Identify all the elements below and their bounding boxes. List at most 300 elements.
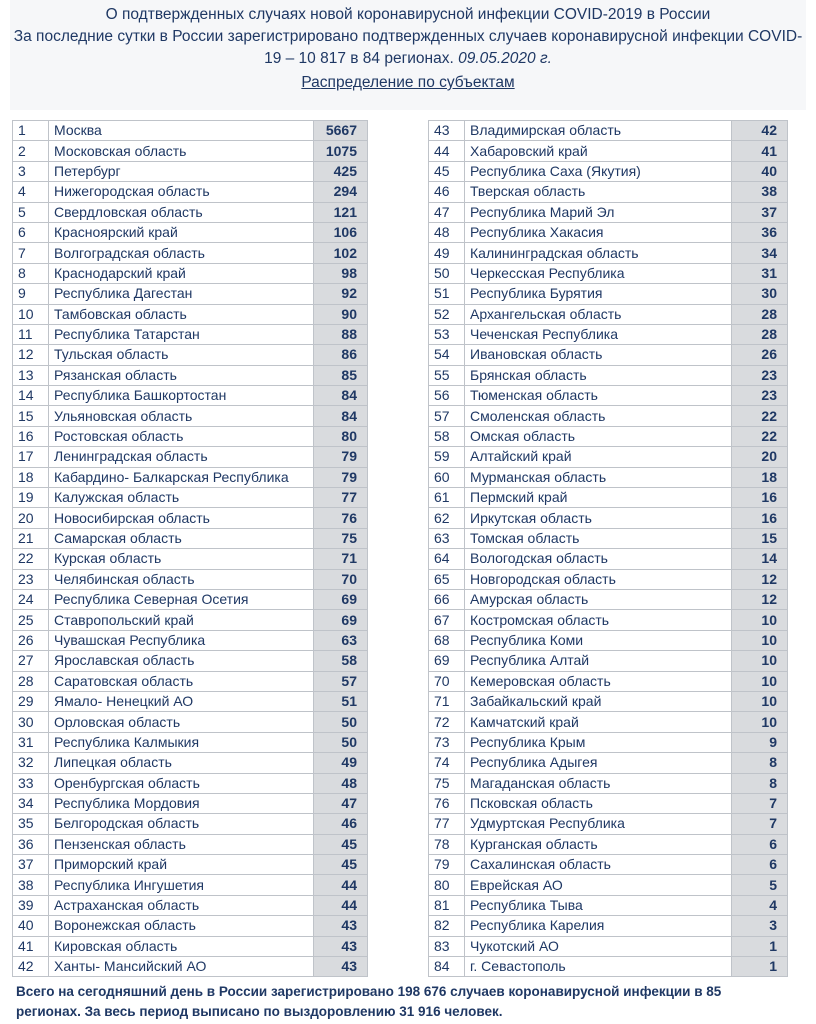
case-count: 30 — [732, 284, 788, 304]
region-name: Еврейская АО — [465, 875, 732, 895]
case-count: 76 — [314, 508, 368, 528]
case-count: 41 — [732, 141, 788, 161]
regions-table-right — [428, 120, 788, 977]
table-row — [429, 569, 788, 589]
table-row — [429, 508, 788, 528]
table-row — [429, 549, 788, 569]
table-row — [13, 630, 368, 650]
row-number: 2 — [13, 141, 49, 161]
table-row — [13, 855, 368, 875]
case-count: 294 — [314, 182, 368, 202]
row-number: 58 — [429, 426, 465, 446]
case-count: 15 — [732, 528, 788, 548]
table-row — [13, 610, 368, 630]
case-count: 80 — [314, 426, 368, 446]
region-name: Республика Крым — [465, 732, 732, 752]
row-number: 82 — [429, 916, 465, 936]
case-count: 10 — [732, 630, 788, 650]
table-row — [429, 324, 788, 344]
table-row — [429, 855, 788, 875]
region-name: Чувашская Республика — [49, 630, 314, 650]
row-number: 47 — [429, 202, 465, 222]
region-name: Республика Мордовия — [49, 793, 314, 813]
table-row — [429, 895, 788, 915]
table-row — [13, 222, 368, 242]
region-name: Хабаровский край — [465, 141, 732, 161]
row-number: 56 — [429, 386, 465, 406]
table-row — [13, 426, 368, 446]
table-row — [429, 121, 788, 141]
region-name: Удмуртская Республика — [465, 814, 732, 834]
table-row — [429, 284, 788, 304]
row-number: 15 — [13, 406, 49, 426]
row-number: 10 — [13, 304, 49, 324]
table-row — [429, 488, 788, 508]
case-count: 43 — [314, 916, 368, 936]
case-count: 45 — [314, 834, 368, 854]
row-number: 4 — [13, 182, 49, 202]
case-count: 43 — [314, 936, 368, 956]
region-name: Ямало- Ненецкий АО — [49, 691, 314, 711]
table-row — [429, 426, 788, 446]
case-count: 4 — [732, 895, 788, 915]
region-name: Забайкальский край — [465, 691, 732, 711]
table-row — [13, 304, 368, 324]
row-number: 80 — [429, 875, 465, 895]
row-number: 61 — [429, 488, 465, 508]
case-count: 49 — [314, 753, 368, 773]
case-count: 44 — [314, 895, 368, 915]
case-count: 23 — [732, 365, 788, 385]
row-number: 64 — [429, 549, 465, 569]
case-count: 10 — [732, 610, 788, 630]
row-number: 60 — [429, 467, 465, 487]
table-row — [13, 284, 368, 304]
table-row — [429, 304, 788, 324]
case-count: 63 — [314, 630, 368, 650]
row-number: 7 — [13, 243, 49, 263]
region-name: Костромская область — [465, 610, 732, 630]
table-row — [429, 589, 788, 609]
case-count: 69 — [314, 610, 368, 630]
region-name: Ленинградская область — [49, 447, 314, 467]
row-number: 76 — [429, 793, 465, 813]
table-row — [429, 957, 788, 977]
table-row — [429, 243, 788, 263]
table-row — [429, 345, 788, 365]
region-name: Калининградская область — [465, 243, 732, 263]
case-count: 98 — [314, 263, 368, 283]
row-number: 54 — [429, 345, 465, 365]
regions-table-left — [12, 120, 368, 977]
table-row — [13, 814, 368, 834]
summary-text: Всего на сегодняшний день в России зарегистрировано 198 676 случаев коронавирусной инфекции в 85 регионах. За весь период выписано по выздоровлению 31 916 человек. — [16, 984, 722, 1019]
region-name: Астраханская область — [49, 895, 314, 915]
table-row — [429, 610, 788, 630]
case-count: 42 — [732, 121, 788, 141]
row-number: 42 — [13, 957, 49, 977]
row-number: 37 — [13, 855, 49, 875]
row-number: 45 — [429, 161, 465, 181]
table-row — [13, 508, 368, 528]
case-count: 7 — [732, 814, 788, 834]
region-name: Республика Карелия — [465, 916, 732, 936]
table-row — [429, 916, 788, 936]
case-count: 22 — [732, 406, 788, 426]
region-name: Тверская область — [465, 182, 732, 202]
case-count: 10 — [732, 671, 788, 691]
row-number: 33 — [13, 773, 49, 793]
table-row — [13, 345, 368, 365]
case-count: 43 — [314, 957, 368, 977]
case-count: 28 — [732, 324, 788, 344]
row-number: 83 — [429, 936, 465, 956]
row-number: 9 — [13, 284, 49, 304]
table-row — [429, 793, 788, 813]
row-number: 18 — [13, 467, 49, 487]
row-number: 25 — [13, 610, 49, 630]
region-name: Республика Марий Эл — [465, 202, 732, 222]
table-row — [13, 202, 368, 222]
case-count: 12 — [732, 589, 788, 609]
table-row — [429, 365, 788, 385]
region-name: Республика Адыгея — [465, 753, 732, 773]
case-count: 10 — [732, 691, 788, 711]
row-number: 46 — [429, 182, 465, 202]
region-name: Тюменская область — [465, 386, 732, 406]
region-name: Московская область — [49, 141, 314, 161]
regions-tables — [12, 120, 788, 980]
table-row — [13, 324, 368, 344]
case-count: 16 — [732, 488, 788, 508]
row-number: 62 — [429, 508, 465, 528]
case-count: 8 — [732, 773, 788, 793]
case-count: 1 — [732, 936, 788, 956]
table-row — [13, 488, 368, 508]
table-row — [13, 182, 368, 202]
table-row — [429, 263, 788, 283]
case-count: 84 — [314, 386, 368, 406]
case-count: 5667 — [314, 121, 368, 141]
region-name: Красноярский край — [49, 222, 314, 242]
case-count: 88 — [314, 324, 368, 344]
table-row — [13, 895, 368, 915]
case-count: 1075 — [314, 141, 368, 161]
case-count: 26 — [732, 345, 788, 365]
row-number: 74 — [429, 753, 465, 773]
table-row — [429, 528, 788, 548]
row-number: 35 — [13, 814, 49, 834]
case-count: 77 — [314, 488, 368, 508]
region-name: Чукотский АО — [465, 936, 732, 956]
region-name: Свердловская область — [49, 202, 314, 222]
case-count: 40 — [732, 161, 788, 181]
case-count: 79 — [314, 467, 368, 487]
table-row — [429, 406, 788, 426]
region-name: Камчатский край — [465, 712, 732, 732]
region-name: Сахалинская область — [465, 855, 732, 875]
case-count: 84 — [314, 406, 368, 426]
row-number: 39 — [13, 895, 49, 915]
table-row — [13, 651, 368, 671]
table-row — [429, 875, 788, 895]
table-row — [429, 182, 788, 202]
case-count: 90 — [314, 304, 368, 324]
row-number: 36 — [13, 834, 49, 854]
case-count: 69 — [314, 589, 368, 609]
case-count: 16 — [732, 508, 788, 528]
region-name: Пермский край — [465, 488, 732, 508]
case-count: 5 — [732, 875, 788, 895]
page-subtitle — [10, 26, 806, 70]
case-count: 10 — [732, 651, 788, 671]
case-count: 20 — [732, 447, 788, 467]
table-row — [13, 386, 368, 406]
row-number: 24 — [13, 589, 49, 609]
case-count: 44 — [314, 875, 368, 895]
region-name: Мурманская область — [465, 467, 732, 487]
table-row — [13, 243, 368, 263]
table-row — [13, 936, 368, 956]
case-count: 70 — [314, 569, 368, 589]
region-name: Амурская область — [465, 589, 732, 609]
row-number: 65 — [429, 569, 465, 589]
region-name: Челябинская область — [49, 569, 314, 589]
region-name: Рязанская область — [49, 365, 314, 385]
case-count: 12 — [732, 569, 788, 589]
case-count: 22 — [732, 426, 788, 446]
region-name: Республика Хакасия — [465, 222, 732, 242]
region-name: Москва — [49, 121, 314, 141]
header — [10, 0, 806, 110]
table-row — [429, 732, 788, 752]
row-number: 6 — [13, 222, 49, 242]
region-name: Воронежская область — [49, 916, 314, 936]
row-number: 63 — [429, 528, 465, 548]
row-number: 20 — [13, 508, 49, 528]
region-name: Пензенская область — [49, 834, 314, 854]
row-number: 67 — [429, 610, 465, 630]
case-count: 58 — [314, 651, 368, 671]
row-number: 31 — [13, 732, 49, 752]
table-row — [429, 141, 788, 161]
table-row — [13, 263, 368, 283]
case-count: 36 — [732, 222, 788, 242]
region-name: Кировская область — [49, 936, 314, 956]
case-count: 23 — [732, 386, 788, 406]
row-number: 70 — [429, 671, 465, 691]
region-name: Вологодская область — [465, 549, 732, 569]
case-count: 50 — [314, 712, 368, 732]
region-name: Республика Алтай — [465, 651, 732, 671]
row-number: 84 — [429, 957, 465, 977]
table-row — [13, 467, 368, 487]
table-row — [429, 161, 788, 181]
region-name: Чеченская Республика — [465, 324, 732, 344]
case-count: 121 — [314, 202, 368, 222]
case-count: 425 — [314, 161, 368, 181]
case-count: 71 — [314, 549, 368, 569]
region-name: Республика Татарстан — [49, 324, 314, 344]
region-name: г. Севастополь — [465, 957, 732, 977]
region-name: Республика Коми — [465, 630, 732, 650]
table-row — [13, 528, 368, 548]
table-row — [13, 957, 368, 977]
case-count: 47 — [314, 793, 368, 813]
case-count: 28 — [732, 304, 788, 324]
table-row — [429, 814, 788, 834]
row-number: 51 — [429, 284, 465, 304]
row-number: 19 — [13, 488, 49, 508]
table-row — [13, 365, 368, 385]
row-number: 23 — [13, 569, 49, 589]
region-name: Ханты- Мансийский АО — [49, 957, 314, 977]
region-name: Черкесская Республика — [465, 263, 732, 283]
row-number: 57 — [429, 406, 465, 426]
region-name: Оренбургская область — [49, 773, 314, 793]
table-row — [13, 732, 368, 752]
region-name: Магаданская область — [465, 773, 732, 793]
table-row — [13, 916, 368, 936]
table-row — [429, 671, 788, 691]
region-name: Приморский край — [49, 855, 314, 875]
table-row — [429, 712, 788, 732]
row-number: 81 — [429, 895, 465, 915]
table-row — [13, 569, 368, 589]
table-row — [429, 834, 788, 854]
region-name: Липецкая область — [49, 753, 314, 773]
region-name: Томская область — [465, 528, 732, 548]
row-number: 40 — [13, 916, 49, 936]
row-number: 43 — [429, 121, 465, 141]
table-row — [13, 549, 368, 569]
table-row — [429, 222, 788, 242]
row-number: 38 — [13, 875, 49, 895]
region-name: Тульская область — [49, 345, 314, 365]
case-count: 79 — [314, 447, 368, 467]
region-name: Саратовская область — [49, 671, 314, 691]
case-count: 45 — [314, 855, 368, 875]
row-number: 3 — [13, 161, 49, 181]
row-number: 21 — [13, 528, 49, 548]
region-name: Республика Тыва — [465, 895, 732, 915]
case-count: 1 — [732, 957, 788, 977]
table-row — [13, 671, 368, 691]
case-count: 46 — [314, 814, 368, 834]
region-name: Смоленская область — [465, 406, 732, 426]
table-row — [429, 467, 788, 487]
report-date: 09.05.2020 г. — [458, 50, 552, 67]
region-name: Новосибирская область — [49, 508, 314, 528]
region-name: Курганская область — [465, 834, 732, 854]
region-name: Владимирская область — [465, 121, 732, 141]
table-row — [13, 121, 368, 141]
region-name: Кабардино- Балкарская Республика — [49, 467, 314, 487]
table-row — [13, 773, 368, 793]
row-number: 78 — [429, 834, 465, 854]
region-name: Республика Северная Осетия — [49, 589, 314, 609]
case-count: 92 — [314, 284, 368, 304]
case-count: 75 — [314, 528, 368, 548]
row-number: 52 — [429, 304, 465, 324]
table-row — [13, 161, 368, 181]
table-row — [429, 691, 788, 711]
table-row — [13, 712, 368, 732]
table-row — [429, 753, 788, 773]
region-name: Алтайский край — [465, 447, 732, 467]
case-count: 102 — [314, 243, 368, 263]
region-name: Самарская область — [49, 528, 314, 548]
region-name: Новгородская область — [465, 569, 732, 589]
row-number: 41 — [13, 936, 49, 956]
row-number: 49 — [429, 243, 465, 263]
region-name: Псковская область — [465, 793, 732, 813]
row-number: 48 — [429, 222, 465, 242]
table-row — [429, 630, 788, 650]
distribution-label: Распределение по субъектам — [301, 74, 515, 91]
region-name: Архангельская область — [465, 304, 732, 324]
region-name: Нижегородская область — [49, 182, 314, 202]
region-name: Ивановская область — [465, 345, 732, 365]
case-count: 6 — [732, 855, 788, 875]
row-number: 79 — [429, 855, 465, 875]
row-number: 26 — [13, 630, 49, 650]
row-number: 66 — [429, 589, 465, 609]
table-row — [13, 141, 368, 161]
case-count: 14 — [732, 549, 788, 569]
case-count: 34 — [732, 243, 788, 263]
region-name: Омская область — [465, 426, 732, 446]
table-row — [429, 651, 788, 671]
row-number: 14 — [13, 386, 49, 406]
case-count: 3 — [732, 916, 788, 936]
table-row — [13, 834, 368, 854]
row-number: 16 — [13, 426, 49, 446]
row-number: 72 — [429, 712, 465, 732]
page-title: О подтвержденных случаях новой коронавирусной инфекции COVID-2019 в России — [105, 6, 711, 23]
region-name: Ярославская область — [49, 651, 314, 671]
row-number: 32 — [13, 753, 49, 773]
case-count: 9 — [732, 732, 788, 752]
region-name: Курская область — [49, 549, 314, 569]
row-number: 27 — [13, 651, 49, 671]
case-count: 18 — [732, 467, 788, 487]
case-count: 50 — [314, 732, 368, 752]
region-name: Ульяновская область — [49, 406, 314, 426]
table-row — [429, 773, 788, 793]
row-number: 44 — [429, 141, 465, 161]
case-count: 37 — [732, 202, 788, 222]
row-number: 17 — [13, 447, 49, 467]
case-count: 6 — [732, 834, 788, 854]
case-count: 57 — [314, 671, 368, 691]
region-name: Республика Бурятия — [465, 284, 732, 304]
row-number: 50 — [429, 263, 465, 283]
case-count: 106 — [314, 222, 368, 242]
table-row — [429, 447, 788, 467]
table-row — [13, 753, 368, 773]
case-count: 51 — [314, 691, 368, 711]
region-name: Орловская область — [49, 712, 314, 732]
row-number: 29 — [13, 691, 49, 711]
region-name: Ростовская область — [49, 426, 314, 446]
region-name: Петербург — [49, 161, 314, 181]
region-name: Республика Дагестан — [49, 284, 314, 304]
row-number: 5 — [13, 202, 49, 222]
row-number: 77 — [429, 814, 465, 834]
row-number: 1 — [13, 121, 49, 141]
row-number: 34 — [13, 793, 49, 813]
